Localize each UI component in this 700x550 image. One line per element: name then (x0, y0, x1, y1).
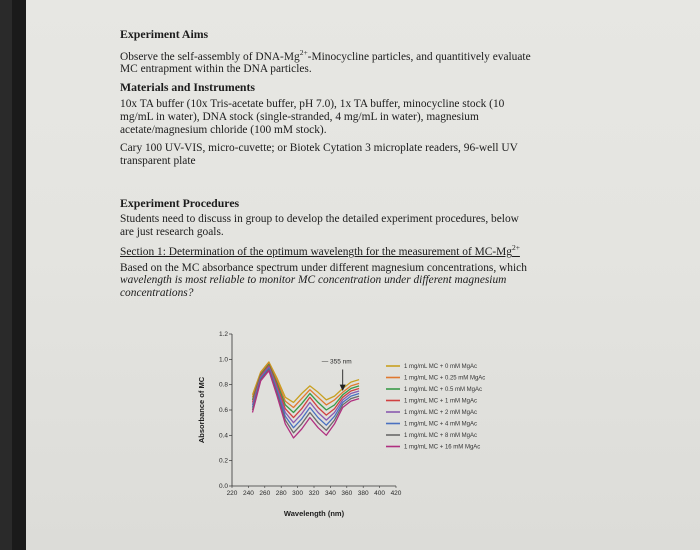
document-page (26, 0, 700, 550)
x-tick-label: 260 (259, 490, 271, 497)
screen-edge (0, 0, 12, 550)
x-tick-label: 400 (374, 490, 386, 497)
x-axis-title: Wavelength (nm) (283, 509, 345, 518)
legend-label: 1 mg/mL MC + 1 mM MgAc (404, 398, 477, 405)
chart-svg (174, 322, 554, 522)
legend-label: 1 mg/mL MC + 0.25 mM MgAc (404, 375, 486, 382)
y-axis-title: Absorbance of MC (197, 376, 206, 444)
x-tick-label: 320 (308, 490, 320, 497)
legend-label: 1 mg/mL MC + 0 mM MgAc (404, 364, 477, 370)
y-tick-label: 1.2 (218, 331, 228, 338)
materials-line-3: acetate/magnesium chloride (100 mM stock). (120, 123, 327, 136)
y-tick-label: 0.2 (218, 457, 228, 465)
y-tick-label: 0.6 (218, 407, 228, 414)
legend-label: 1 mg/mL MC + 2 mM MgAc (404, 410, 477, 416)
x-tick-label: 340 (324, 490, 336, 497)
absorbance-chart (174, 322, 554, 522)
y-tick-label: 0.0 (218, 483, 228, 490)
question-line-3: concentrations? (120, 286, 194, 299)
procedures-line-2: are just research goals. (120, 225, 224, 238)
legend-label: 1 mg/mL MC + 16 mM MgAc (404, 444, 481, 451)
y-tick-label: 0.8 (218, 381, 228, 389)
x-tick-label: 420 (390, 490, 402, 497)
question-line-1: Based on the MC absorbance spectrum under different magnesium concentrations, which (120, 261, 527, 274)
aims-text: Observe the self-assembly of DNA-$Mg^{2+}$-Minocycline particles, and quantitively evaluate (120, 47, 531, 63)
x-tick-label: 380 (357, 490, 369, 497)
materials-heading: Materials and Instruments (120, 79, 256, 94)
annotation-label: — 355 nm (321, 358, 352, 366)
y-tick-label: 1.0 (218, 356, 228, 364)
procedures-line-1: Students need to discuss in group to develop the detailed experiment procedures, below (120, 212, 519, 225)
legend-label: 1 mg/mL MC + 4 mM MgAc (404, 421, 477, 428)
aims-text-cont: MC entrapment within the DNA particles. (120, 63, 312, 76)
materials-line-2: mg/mL in water), DNA stock (single-stranded, 4 mg/mL in water), magnesium (120, 110, 479, 123)
section1-title: Section 1: Determination of the optimum wavelength for the measurement of $MC-Mg^{2+}$ (120, 243, 520, 259)
x-tick-label: 360 (341, 490, 353, 497)
question-line-2: wavelength is most reliable to monitor MC concentration under different magnesium (120, 274, 507, 287)
aims-heading: Experiment Aims (120, 27, 209, 41)
procedures-heading: Experiment Procedures (120, 196, 240, 211)
y-tick-label: 0.4 (218, 432, 228, 440)
x-tick-label: 240 (242, 490, 254, 497)
x-tick-label: 300 (292, 490, 304, 497)
x-tick-label: 280 (275, 490, 287, 497)
instruments-line-2: transparent plate (120, 154, 196, 167)
document-body (120, 28, 550, 300)
x-tick-label: 220 (226, 490, 238, 497)
materials-line-1: 10x TA buffer (10x Tris-acetate buffer, pH 7.0), 1x TA buffer, minocycline stock (10 (120, 98, 505, 111)
instruments-line-1: Cary 100 UV-VIS, micro-cuvette; or Biotek Cytation 3 microplate readers, 96-well UV (120, 142, 518, 155)
legend-label: 1 mg/mL MC + 8 mM MgAc (404, 433, 477, 439)
legend-label: 1 mg/mL MC + 0.5 mM MgAc (404, 387, 482, 393)
